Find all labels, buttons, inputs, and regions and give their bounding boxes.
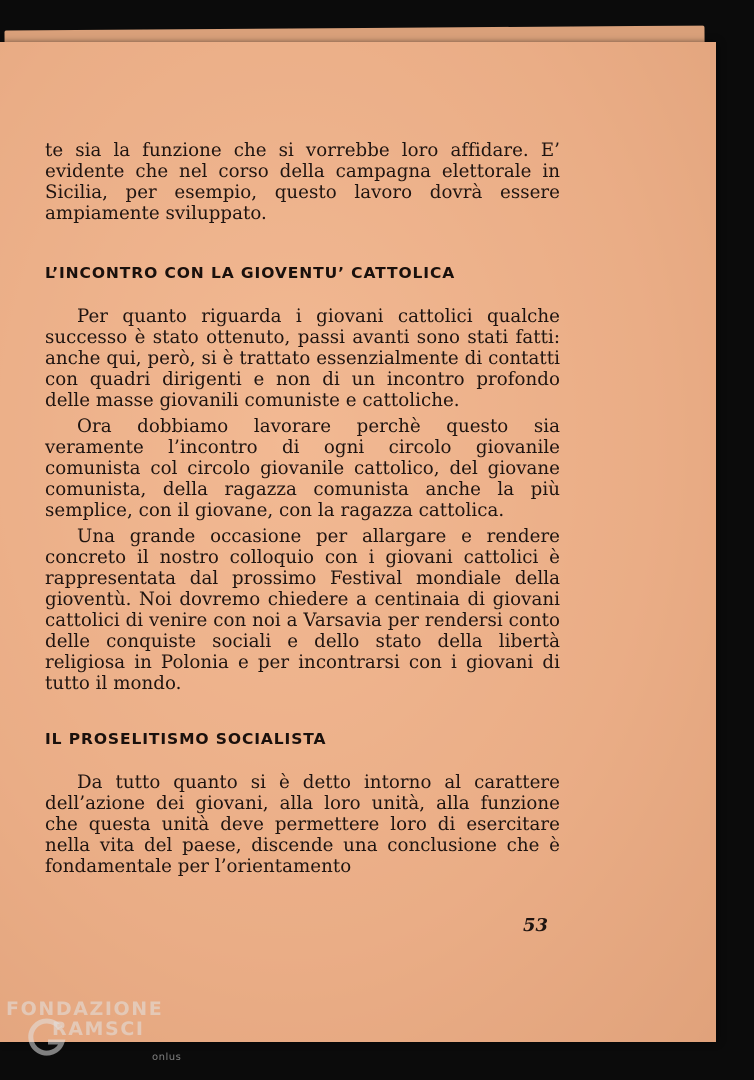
section-heading-catholic-youth: L’INCONTRO CON LA GIOVENTU’ CATTOLICA [45, 264, 456, 282]
watermark-logo [6, 998, 182, 1063]
watermark-line2: RAMSCI [52, 1018, 145, 1040]
g-logo-icon [26, 1016, 68, 1058]
book-page [0, 42, 716, 1042]
body-paragraph: Da tutto quanto si è detto intorno al carattere dell’azione dei giovani, alla loro unità, alla funzione che questa unità deve permettere loro di esercitare nella vita del paese, discende una conclusione che è fondamentale per l’orientamento [45, 772, 560, 877]
page-text [45, 140, 560, 877]
body-paragraph: Una grande occasione per allargare e rendere concreto il nostro colloquio con i giovani cattolici è rappresentata dal prossimo Festival mondiale della gioventù. Noi dovremo chiedere a centinaia di giovani cattolici di venire con noi a Varsavia per rendersi conto delle conquiste sociali e dello stato della libertà religiosa in Polonia e per incontrarsi con i giovani di tutto il mondo. [45, 526, 560, 694]
body-paragraph: Per quanto riguarda i giovani cattolici qualche successo è stato ottenuto, passi avanti sono stati fatti: anche qui, però, si è trattato essenzialmente di contatti con quadri dirigenti e non di un incontro profondo delle masse giovanili comuniste e cattoliche. [45, 306, 560, 411]
watermark-suffix: onlus [152, 1052, 182, 1063]
page-number: 53 [523, 915, 549, 936]
section-heading-socialist-proselytism: IL PROSELITISMO SOCIALISTA [45, 730, 327, 748]
intro-paragraph: te sia la funzione che si vorrebbe loro affidare. E’ evidente che nel corso della campagna elettorale in Sicilia, per esempio, questo lavoro dovrà essere ampiamente sviluppato. [45, 140, 560, 224]
watermark-line1: FONDAZIONE [6, 998, 164, 1020]
body-paragraph: Ora dobbiamo lavorare perchè questo sia veramente l’incontro di ogni circolo giovanile comunista col circolo giovanile cattolico, del giovane comunista, della ragazza comunista anche la più semplice, con il giovane, con la ragazza cattolica. [45, 416, 560, 521]
